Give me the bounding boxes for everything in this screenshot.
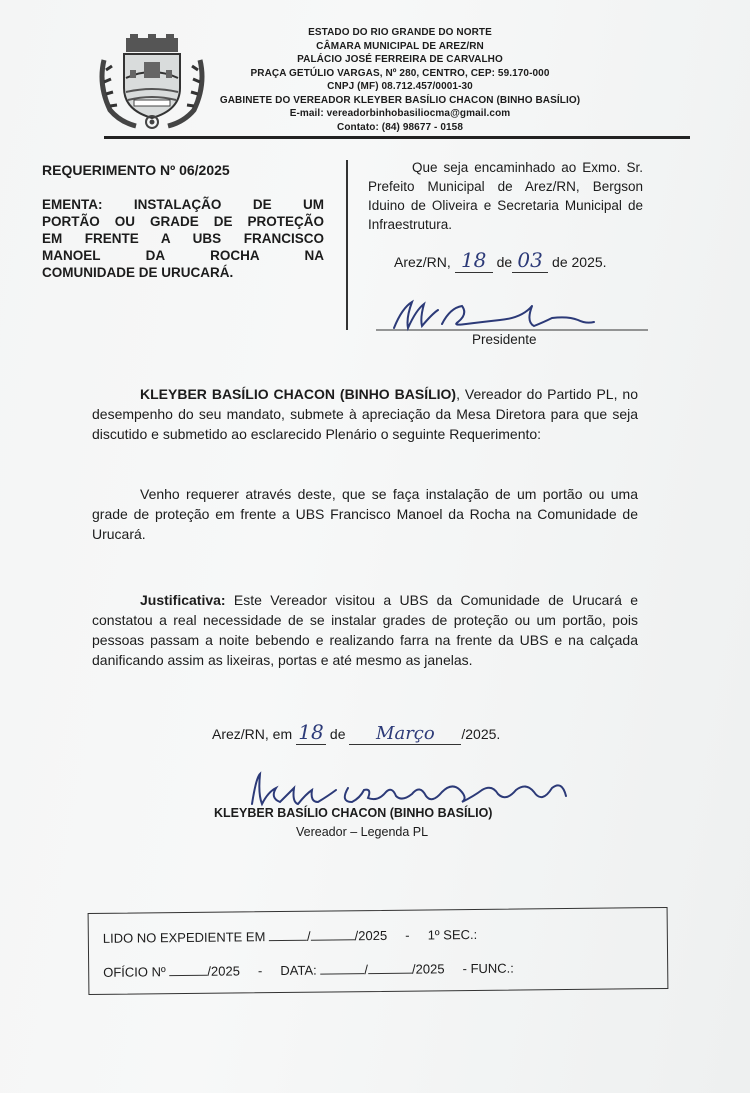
dispatch-day-handwritten: 18 <box>455 248 493 273</box>
justification-paragraph <box>92 590 638 670</box>
letterhead <box>210 26 590 134</box>
lido-year: /2025 <box>354 927 388 944</box>
signer-name: KLEYBER BASÍLIO CHACON (BINHO BASÍLIO) <box>214 806 493 820</box>
ementa <box>42 196 324 281</box>
ementa-line: EMENTA: INSTALAÇÃO DE UM <box>42 197 324 212</box>
ementa-line: COMUNIDADE DE URUCARÁ. <box>42 265 234 280</box>
letterhead-address: PRAÇA GETÚLIO VARGAS, Nº 280, CENTRO, CEP: 59.170-000 <box>250 67 550 79</box>
signature-date <box>212 720 500 745</box>
oficio-number-blank[interactable] <box>169 963 207 976</box>
lido-label: LIDO NO EXPEDIENTE EM <box>102 929 266 946</box>
letterhead-chamber: CÂMARA MUNICIPAL DE AREZ/RN <box>316 40 484 52</box>
ementa-line: EM FRENTE A UBS FRANCISCO <box>42 231 324 246</box>
justification-label: Justificativa: <box>140 592 226 608</box>
dispatch-text <box>368 158 643 234</box>
data-month-blank[interactable] <box>368 961 412 974</box>
oficio-label: OFÍCIO Nº <box>103 964 166 980</box>
body-intro-paragraph <box>92 384 638 444</box>
letterhead-state: ESTADO DO RIO GRANDE DO NORTE <box>308 27 492 38</box>
ementa-line: PORTÃO OU GRADE DE PROTEÇÃO <box>42 214 324 229</box>
letterhead-email: E-mail: vereadorbinhobasiliocma@gmail.com <box>289 108 511 119</box>
oficio-year: /2025 <box>207 963 240 979</box>
data-day-blank[interactable] <box>320 961 364 974</box>
lido-dash: - <box>405 927 410 943</box>
func-label: - FUNC.: <box>462 960 514 977</box>
signature-month-handwritten: Março <box>349 723 461 745</box>
president-label: Presidente <box>472 332 537 347</box>
protocol-row-oficio <box>103 960 514 980</box>
signature-date-prefix: Arez/RN, em <box>212 726 293 742</box>
dispatch-paragraph: Que seja encaminhado ao Exmo. Sr. Prefeito Municipal de Arez/RN, Bergson Iduino de Oliveira e Secretaria Municipal de Infraestrutura. <box>368 160 643 232</box>
date-slash: / <box>306 928 311 944</box>
protocol-box <box>88 907 669 995</box>
president-signature <box>372 288 652 338</box>
letterhead-contact: Contato: (84) 98677 - 0158 <box>337 121 463 133</box>
request-paragraph: Venho requerer através deste, que se faça instalação de um portão ou uma grade de proteção em frente a UBS Francisco Manoel da Rocha na Comunidade de Urucará. <box>92 486 638 542</box>
dispatch-month-handwritten: 03 <box>512 248 548 273</box>
lido-month-blank[interactable] <box>311 927 355 940</box>
lido-day-blank[interactable] <box>269 928 307 941</box>
dispatch-year: 2025. <box>571 254 607 270</box>
ementa-line: MANOEL DA ROCHA NA <box>42 248 324 263</box>
intro-text: , Vereador do Partido PL, no desempenho do seu mandato, submete à apreciação da Mesa Diretora para que seja discutido e submetido ao esclarecido Plenário o seguinte Requerimento: <box>92 386 638 442</box>
signature-date-sep: de <box>329 726 346 742</box>
dispatch-date-prefix: Arez/RN, <box>394 254 451 270</box>
letterhead-cnpj: CNPJ (MF) 08.712.457/0001-30 <box>327 81 473 92</box>
column-divider <box>346 160 348 330</box>
dispatch-date-sep: de <box>552 254 568 270</box>
dispatch-date <box>394 248 607 273</box>
municipal-crest-logo <box>96 30 208 130</box>
letterhead-palace: PALÁCIO JOSÉ FERREIRA DE CARVALHO <box>297 54 503 65</box>
vereador-name: KLEYBER BASÍLIO CHACON (BINHO BASÍLIO) <box>140 386 457 402</box>
letterhead-cabinet: GABINETE DO VEREADOR KLEYBER BASÍLIO CHACON (BINHO BASÍLIO) <box>219 94 581 106</box>
oficio-dash: - <box>257 963 263 979</box>
dispatch-date-sep: de <box>496 254 513 270</box>
signature-date-year: /2025. <box>461 726 501 742</box>
date-slash: / <box>364 962 369 978</box>
data-label: DATA: <box>280 962 317 979</box>
requerimento-number: REQUERIMENTO Nº 06/2025 <box>42 162 230 178</box>
data-year: /2025 <box>411 961 445 977</box>
sec-label: 1º SEC.: <box>427 926 478 943</box>
justification-text: Este Vereador visitou a UBS da Comunidade de Urucará e constatou a real necessidade de se instalar grades de proteção ou um portão, pois pessoas passam a noite bebendo e realizando farra na frente da UBS e na calçada danificando assim as lixeiras, portas e até mesmo as janelas. <box>92 592 638 668</box>
protocol-row-lido <box>103 926 478 946</box>
header-divider <box>104 136 690 139</box>
signer-role: Vereador – Legenda PL <box>296 825 429 839</box>
signature-day-handwritten: 18 <box>296 720 326 745</box>
